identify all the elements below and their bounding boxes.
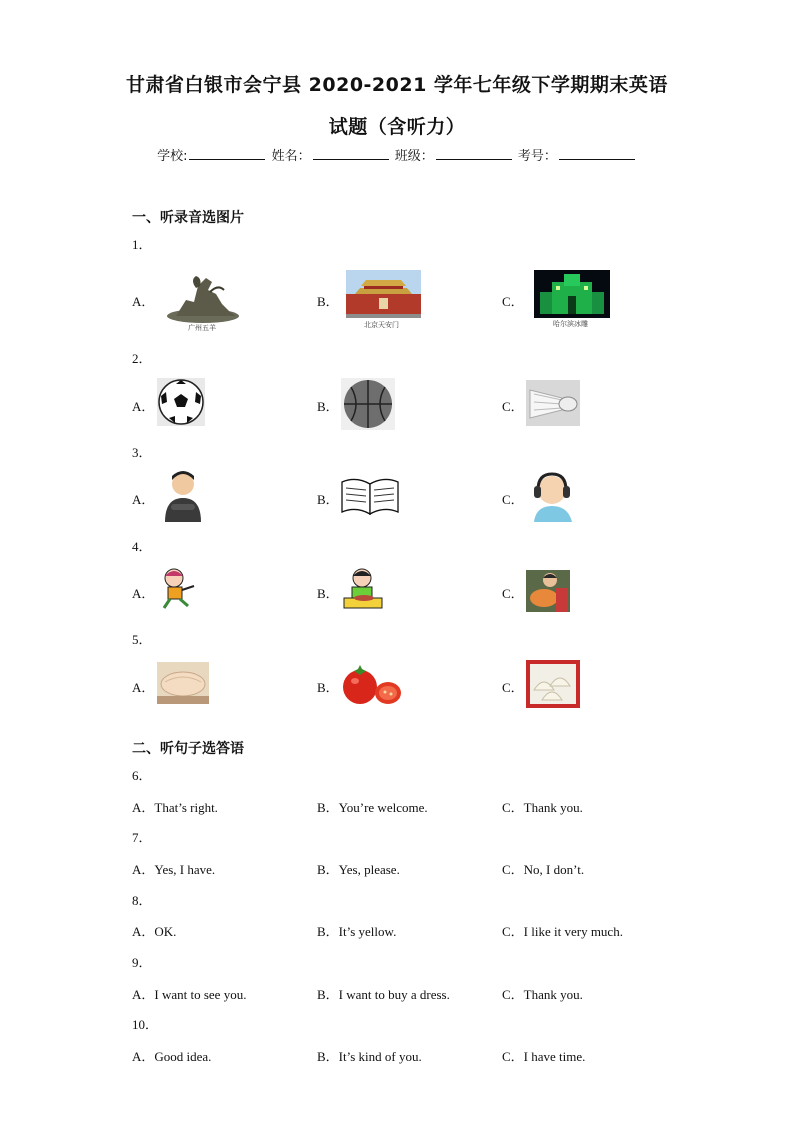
option-letter: B． bbox=[317, 492, 339, 507]
answer-option[interactable]: C．Thank you. bbox=[502, 800, 583, 815]
answer-option[interactable]: B．I want to buy a dress. bbox=[317, 987, 450, 1002]
caption: 北京天安门 bbox=[364, 321, 399, 329]
answer-option[interactable]: C．I have time. bbox=[502, 1049, 586, 1064]
boy-thinking-icon[interactable] bbox=[157, 468, 211, 522]
question-number: 6． bbox=[132, 768, 152, 783]
school-label: 学校: bbox=[157, 149, 188, 164]
section1-heading: 一、听录音选图片 bbox=[132, 210, 244, 226]
option-letter: C． bbox=[502, 492, 524, 507]
option-letter: B． bbox=[317, 294, 339, 309]
student-info-line bbox=[0, 145, 794, 164]
option-letter: B． bbox=[317, 586, 339, 601]
girl-running-icon[interactable] bbox=[156, 566, 204, 610]
question-number: 2． bbox=[132, 351, 152, 366]
answer-option[interactable]: B．You’re welcome. bbox=[317, 800, 428, 815]
soccer-ball-icon[interactable] bbox=[157, 378, 205, 426]
question-number: 1． bbox=[132, 237, 152, 252]
caption: 广州五羊 bbox=[188, 324, 216, 332]
class-label: 班级： bbox=[394, 149, 434, 164]
boy-eating-icon[interactable] bbox=[340, 566, 386, 612]
option-letter: C． bbox=[502, 586, 524, 601]
exam-title-line1: 甘肃省白银市会宁县 2020-2021 学年七年级下学期期末英语 bbox=[126, 74, 668, 96]
tomato-icon[interactable] bbox=[340, 662, 402, 706]
class-blank[interactable] bbox=[436, 147, 512, 160]
answer-option[interactable]: A．I want to see you. bbox=[132, 987, 247, 1002]
option-letter: B． bbox=[317, 399, 339, 414]
section2-heading: 二、听句子选答语 bbox=[132, 741, 244, 757]
option-letter: C． bbox=[502, 294, 524, 309]
question-number: 4． bbox=[132, 539, 152, 554]
answer-option[interactable]: B．It’s kind of you. bbox=[317, 1049, 422, 1064]
option-letter: A． bbox=[132, 294, 155, 309]
option-letter: A． bbox=[132, 680, 155, 695]
number-blank[interactable] bbox=[559, 147, 635, 160]
dumplings-icon[interactable] bbox=[526, 660, 580, 708]
question-number: 8． bbox=[132, 893, 152, 908]
child-headphones-icon[interactable] bbox=[526, 470, 582, 522]
name-label: 姓名： bbox=[271, 149, 311, 164]
shuttlecock-icon[interactable] bbox=[526, 380, 580, 426]
exam-title-line2: 试题（含听力） bbox=[328, 116, 466, 138]
option-letter: B． bbox=[317, 680, 339, 695]
option-letter: C． bbox=[502, 680, 524, 695]
answer-option[interactable]: B．It’s yellow. bbox=[317, 924, 397, 939]
question-number: 7． bbox=[132, 830, 152, 845]
answer-option[interactable]: A．Good idea. bbox=[132, 1049, 212, 1064]
child-bread-icon[interactable] bbox=[526, 570, 570, 612]
option-letter: C． bbox=[502, 399, 524, 414]
open-book-icon[interactable] bbox=[340, 474, 400, 518]
number-label: 考号： bbox=[517, 149, 557, 164]
option-letter: A． bbox=[132, 492, 155, 507]
school-blank[interactable] bbox=[189, 147, 265, 160]
question-number: 9． bbox=[132, 955, 152, 970]
chicken-icon[interactable] bbox=[157, 662, 209, 704]
answer-option[interactable]: C．I like it very much. bbox=[502, 924, 623, 939]
option-letter: A． bbox=[132, 586, 155, 601]
answer-option[interactable]: C．Thank you. bbox=[502, 987, 583, 1002]
name-blank[interactable] bbox=[313, 147, 389, 160]
answer-option[interactable]: B．Yes, please. bbox=[317, 862, 400, 877]
tiananmen-icon[interactable] bbox=[346, 270, 421, 318]
answer-option[interactable]: A．Yes, I have. bbox=[132, 862, 216, 877]
question-number: 10． bbox=[132, 1017, 159, 1032]
caption: 哈尔滨冰雕 bbox=[553, 320, 588, 328]
option-letter: A． bbox=[132, 399, 155, 414]
question-number: 3． bbox=[132, 445, 152, 460]
ice-sculpture-icon[interactable] bbox=[534, 270, 610, 318]
basketball-icon[interactable] bbox=[341, 378, 395, 430]
answer-option[interactable]: A．That’s right. bbox=[132, 800, 218, 815]
answer-option[interactable]: C．No, I don’t. bbox=[502, 862, 585, 877]
answer-option[interactable]: A．OK. bbox=[132, 924, 177, 939]
question-number: 5． bbox=[132, 632, 152, 647]
rams-statue-icon[interactable] bbox=[166, 272, 240, 324]
